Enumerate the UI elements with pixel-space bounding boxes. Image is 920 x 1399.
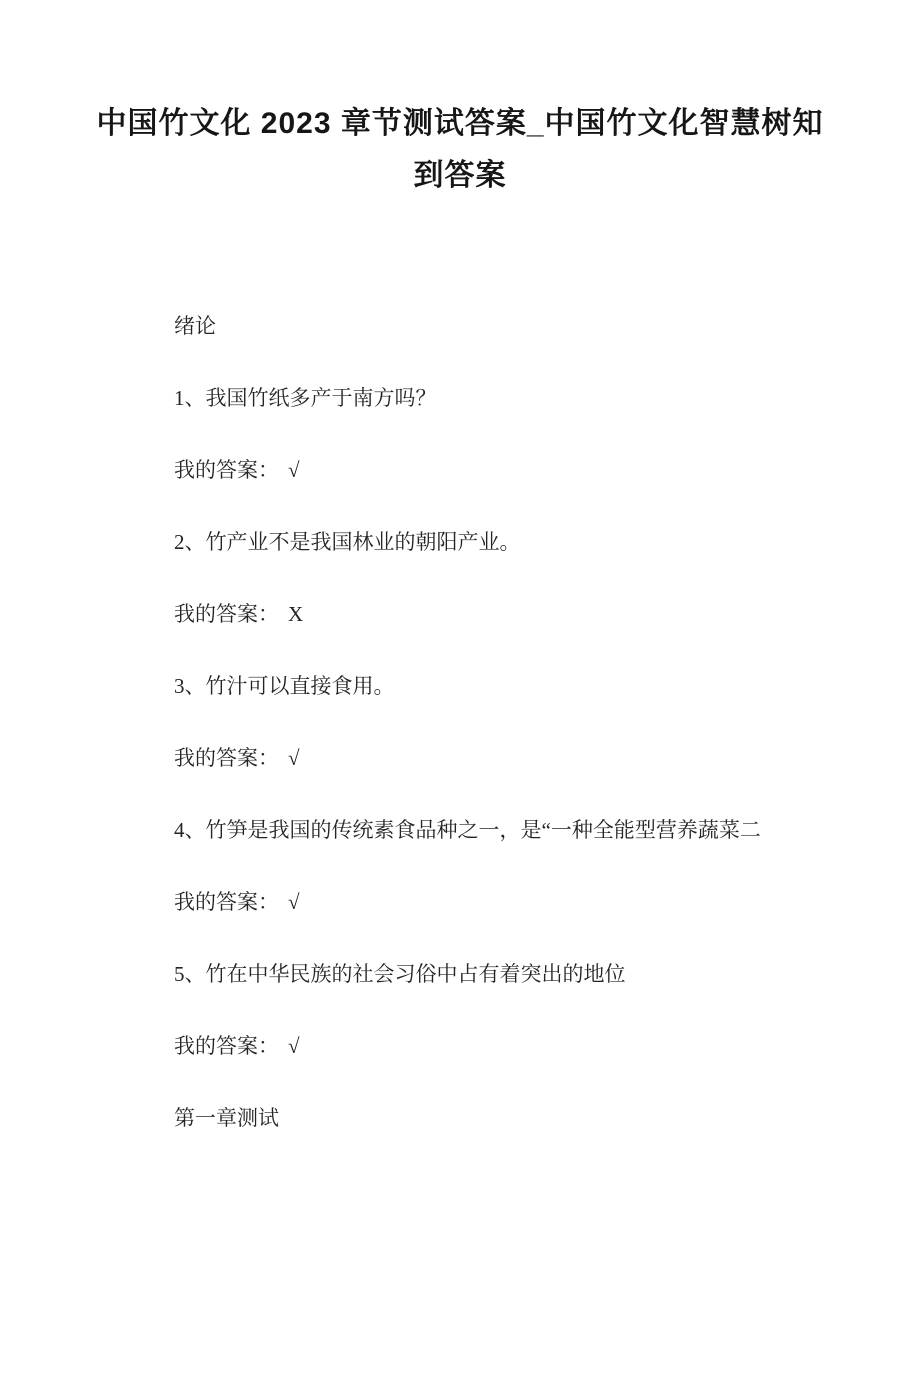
answer-3-value: √ xyxy=(288,746,300,770)
answer-3 xyxy=(174,722,880,794)
answer-5-label: 我的答案： xyxy=(174,1034,279,1058)
answer-3-label: 我的答案： xyxy=(174,746,279,770)
answer-2-label: 我的答案： xyxy=(174,602,279,626)
answer-2 xyxy=(174,578,880,650)
answer-5 xyxy=(174,1010,880,1082)
answer-2-value: X xyxy=(288,602,304,626)
next-section-heading: 第一章测试 xyxy=(174,1106,279,1130)
question-4: 4、竹笋是我国的传统素食品种之一，是“一种全能型营养蔬菜二 xyxy=(174,818,761,842)
answer-4-value: √ xyxy=(288,890,300,914)
question-1: 1、我国竹纸多产于南方吗？ xyxy=(174,386,437,410)
title-line-2: 到答案 xyxy=(413,159,507,192)
document-title xyxy=(60,98,860,202)
answer-1-value: √ xyxy=(288,458,300,482)
question-5: 5、竹在中华民族的社会习俗中占有着突出的地位 xyxy=(174,962,626,986)
document-body xyxy=(0,290,920,1154)
answer-4 xyxy=(174,866,880,938)
answer-1-label: 我的答案： xyxy=(174,458,279,482)
answer-1 xyxy=(174,434,880,506)
document-page xyxy=(0,98,920,1399)
title-line-1: 中国竹文化 2023 章节测试答案_中国竹文化智慧树知 xyxy=(96,107,824,140)
section-heading: 绪论 xyxy=(174,314,216,338)
answer-4-label: 我的答案： xyxy=(174,890,279,914)
answer-5-value: √ xyxy=(288,1034,300,1058)
question-2: 2、竹产业不是我国林业的朝阳产业。 xyxy=(174,530,521,554)
question-3: 3、竹汁可以直接食用。 xyxy=(174,674,395,698)
